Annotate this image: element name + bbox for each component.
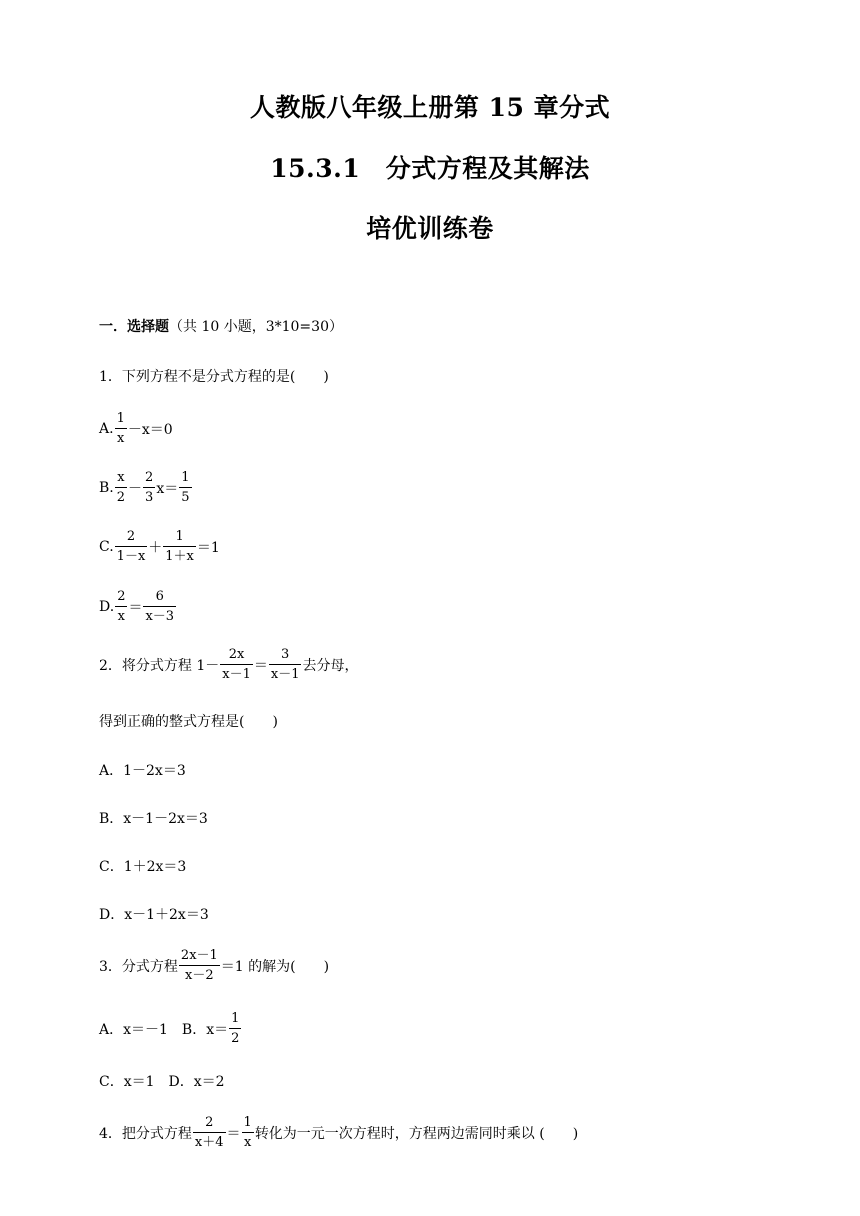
fraction bbox=[115, 588, 127, 625]
q1-a-label: A. bbox=[99, 420, 114, 437]
numerator: 2 bbox=[205, 1115, 214, 1130]
operator: ＝1 bbox=[196, 539, 220, 556]
denominator: 3 bbox=[145, 490, 154, 505]
q2-option-d: D．x－1＋2x＝3 bbox=[99, 907, 209, 923]
fraction-bar bbox=[229, 1028, 241, 1029]
q3-stem-tail: ＝1 的解为( ) bbox=[220, 958, 330, 975]
q1-option-d bbox=[99, 588, 177, 625]
denominator: 1＋x bbox=[165, 549, 194, 564]
q3-options-cd: C．x＝1 D．x＝2 bbox=[99, 1074, 225, 1090]
denominator: x－3 bbox=[145, 609, 175, 624]
fraction-bar bbox=[179, 965, 220, 966]
q4-stem-tail: 转化为一元一次方程时，方程两边需同时乘以 ( ) bbox=[254, 1125, 579, 1142]
q1-option-a bbox=[99, 410, 173, 447]
fraction bbox=[220, 646, 253, 683]
question-2-stem bbox=[99, 646, 358, 683]
fraction bbox=[179, 947, 220, 984]
denominator: x bbox=[244, 1135, 252, 1150]
section-heading-label: 一．选择题 bbox=[99, 319, 169, 335]
numerator: 1 bbox=[175, 529, 184, 544]
numerator: 2 bbox=[145, 470, 154, 485]
fraction-bar bbox=[220, 664, 253, 665]
fraction-bar bbox=[179, 487, 191, 488]
section-heading-note: （共 10 小题，3*10=30） bbox=[169, 319, 343, 335]
fraction bbox=[143, 469, 155, 506]
section-heading bbox=[99, 316, 343, 336]
denominator: 5 bbox=[181, 490, 190, 505]
numerator: 2 bbox=[117, 589, 126, 604]
numerator: 1 bbox=[231, 1011, 240, 1026]
fraction bbox=[115, 528, 148, 565]
denominator: x bbox=[117, 431, 125, 446]
numerator: 1 bbox=[116, 411, 125, 426]
numerator: 2 bbox=[126, 529, 136, 544]
numerator: x bbox=[117, 470, 125, 485]
fraction bbox=[179, 469, 191, 506]
numerator: 3 bbox=[281, 647, 290, 662]
numerator: 2x bbox=[228, 647, 245, 662]
denominator: 2 bbox=[231, 1031, 240, 1046]
q1-option-c bbox=[99, 528, 220, 565]
denominator: 2 bbox=[116, 490, 126, 505]
fraction-bar bbox=[115, 487, 127, 488]
fraction bbox=[229, 1010, 241, 1047]
question-2-stem-continued: 得到正确的整式方程是( ) bbox=[99, 714, 278, 730]
numerator: 6 bbox=[155, 589, 164, 604]
document-title: 人教版八年级上册第 15 章分式 bbox=[249, 93, 611, 122]
q1-a-rest: －x＝0 bbox=[127, 421, 173, 438]
denominator: x－2 bbox=[185, 968, 214, 983]
fraction-bar bbox=[143, 606, 176, 607]
question-3-stem bbox=[99, 947, 329, 984]
fraction bbox=[193, 1114, 226, 1151]
fraction-bar bbox=[242, 1132, 254, 1133]
numerator: 1 bbox=[243, 1115, 252, 1130]
q1-option-b bbox=[99, 469, 193, 506]
q3-option-b: B．x＝ bbox=[181, 1021, 229, 1038]
fraction bbox=[269, 646, 302, 683]
fraction-bar bbox=[269, 664, 302, 665]
operator: ＝ bbox=[226, 1125, 241, 1142]
q3-option-a: A．x＝－1 bbox=[99, 1021, 168, 1038]
q2-option-a: A．1－2x＝3 bbox=[99, 763, 186, 779]
operator: ＋ bbox=[148, 539, 163, 556]
operator: ＝ bbox=[128, 599, 143, 616]
q2-stem-text: 2．将分式方程 1－ bbox=[99, 657, 220, 674]
numerator: 2x－1 bbox=[180, 948, 218, 963]
q1-d-label: D. bbox=[99, 598, 115, 615]
fraction-bar bbox=[143, 487, 155, 488]
worksheet-title: 培优训练卷 bbox=[366, 214, 494, 243]
q1-c-label: C. bbox=[99, 538, 114, 555]
fraction-bar bbox=[115, 546, 148, 547]
denominator: x－1 bbox=[222, 667, 251, 682]
fraction bbox=[143, 588, 176, 625]
question-1-stem: 1．下列方程不是分式方程的是( ) bbox=[99, 369, 329, 385]
q1-b-label: B. bbox=[99, 479, 114, 496]
operator: ＝ bbox=[253, 657, 268, 674]
operator: x＝ bbox=[156, 480, 179, 497]
q2-stem-tail: 去分母， bbox=[302, 657, 359, 674]
denominator: 1－x bbox=[116, 549, 146, 564]
denominator: x－1 bbox=[270, 667, 300, 682]
fraction-bar bbox=[115, 606, 127, 607]
q2-option-c: C．1＋2x＝3 bbox=[99, 859, 187, 875]
q2-option-b: B．x－1－2x＝3 bbox=[99, 811, 208, 827]
q3-stem-text: 3．分式方程 bbox=[99, 958, 178, 975]
fraction-bar bbox=[115, 428, 127, 429]
question-4-stem bbox=[99, 1114, 578, 1151]
numerator: 1 bbox=[181, 470, 190, 485]
fraction-bar bbox=[163, 546, 196, 547]
operator: － bbox=[128, 480, 143, 497]
fraction bbox=[115, 469, 127, 506]
fraction-bar bbox=[193, 1132, 226, 1133]
q3-options-ab bbox=[99, 1010, 242, 1047]
section-title: 15.3.1 分式方程及其解法 bbox=[270, 154, 590, 183]
fraction bbox=[115, 410, 127, 447]
fraction bbox=[163, 528, 196, 565]
denominator: x bbox=[117, 609, 125, 624]
fraction bbox=[242, 1114, 254, 1151]
q4-stem-text: 4．把分式方程 bbox=[99, 1125, 192, 1142]
denominator: x＋4 bbox=[194, 1135, 224, 1150]
